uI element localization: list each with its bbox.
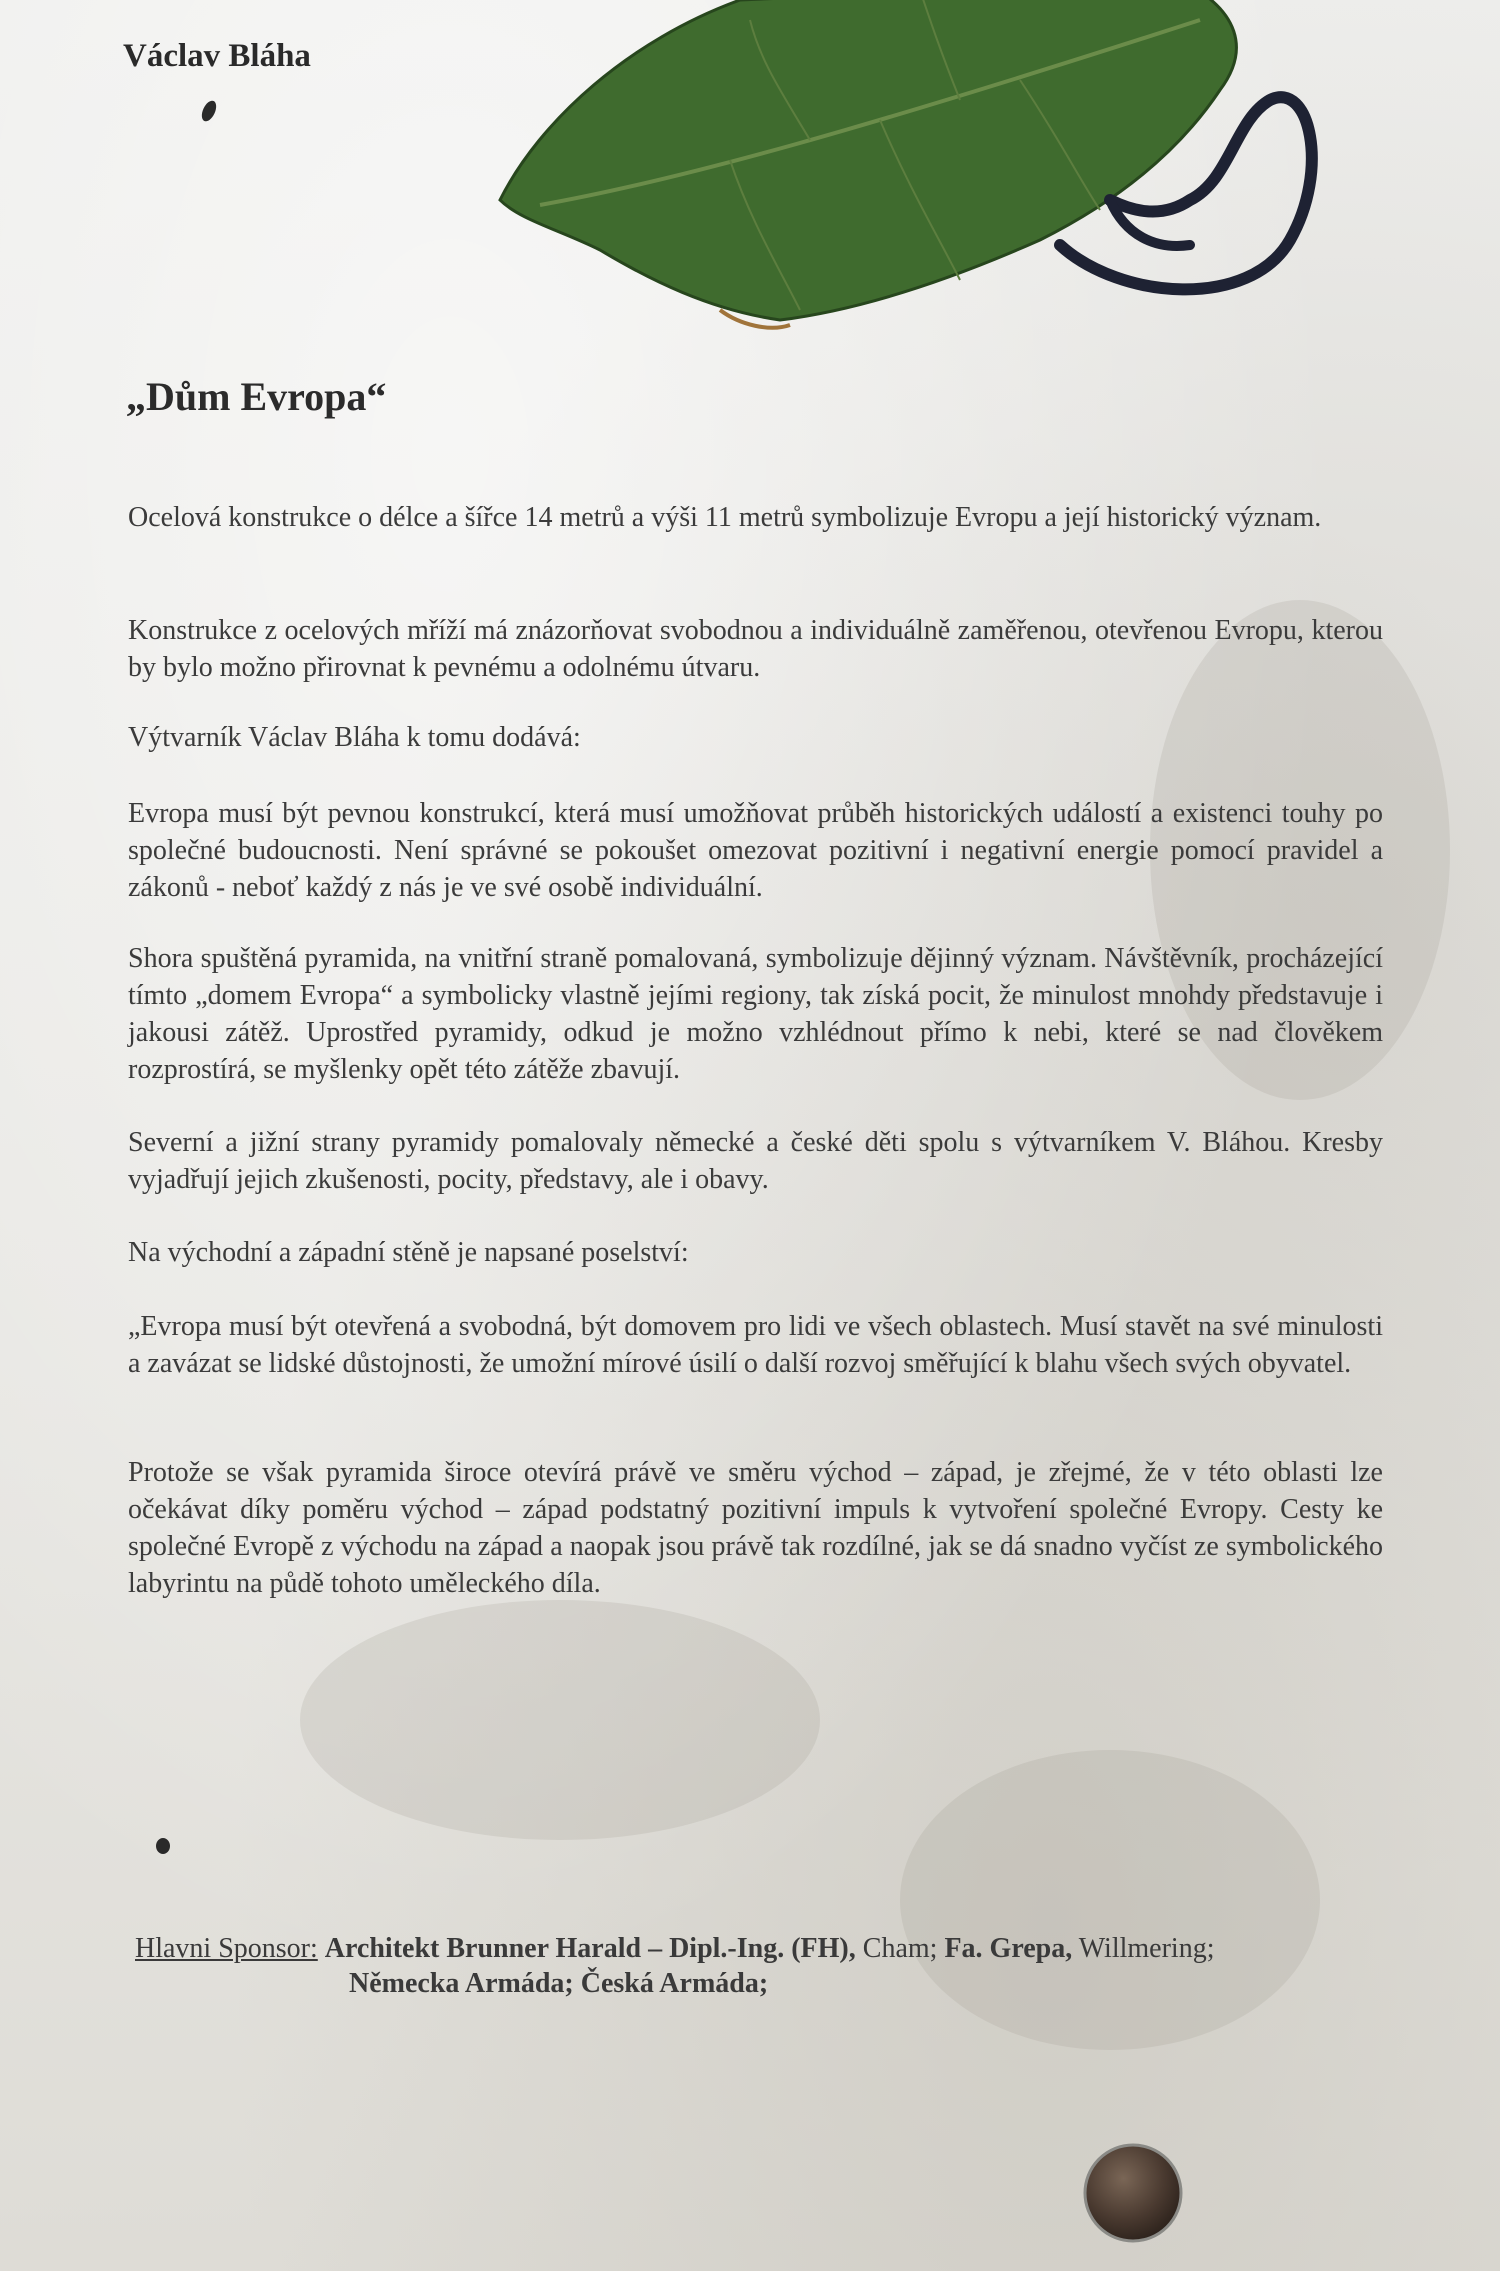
logo-icon	[1040, 70, 1340, 320]
dirt-speck	[199, 98, 219, 123]
sponsor-line	[135, 1933, 1214, 1965]
paragraph: Konstrukce z ocelových mříží má znázorňovat svobodnou a individuálně zaměřenou, otevřenou Evropu, kterou by bylo možno přirovnat k pevnému a odolnému útvaru.	[128, 615, 1383, 683]
screw-icon	[1082, 2142, 1184, 2244]
sponsor-line-2: Německa Armáda; Česká Armáda;	[349, 1968, 769, 1999]
paragraph: Shora spuštěná pyramida, na vnitřní straně pomalovaná, symbolizuje dějinný význam. Návštěvník, procházející tímto „domem Evropa“ a symbolicky vlastně jejími regiony, tak získá pocit, že minulost mnohdy představuje i jakousi zátěž. Uprostřed pyramidy, odkud je možno vzhlédnout přímo k nebi, které se nad člověkem rozprostírá, se myšlenky opět této zátěže zbavují.	[128, 943, 1383, 1085]
sign-title: „Dům Evropa“	[126, 374, 387, 419]
sponsor-place: Willmering;	[1072, 1933, 1215, 1964]
paragraph: Protože se však pyramida široce otevírá právě ve směru východ – západ, je zřejmé, že v této oblasti lze očekávat díky poměru východ – západ podstatný pozitivní impuls k vytvoření společné Evropy. Cesty ke společné Evropě z východu na západ a naopak jsou právě tak rozdílné, jak se dá snadno vyčíst ze symbolického labyrintu na půdě tohoto uměleckého díla.	[128, 1457, 1383, 1599]
author-name: Václav Bláha	[123, 38, 311, 74]
dirt-speck	[156, 1838, 170, 1854]
sponsor-place: Cham;	[855, 1933, 945, 1964]
dirt-stain	[300, 1600, 820, 1840]
paragraph: Ocelová konstrukce o délce a šířce 14 metrů a výši 11 metrů symbolizuje Evropu a její historický význam.	[128, 502, 1322, 533]
sponsor-label: Hlavni Sponsor:	[135, 1933, 318, 1964]
paragraph: Na východní a západní stěně je napsané poselství:	[128, 1237, 689, 1268]
dirt-stain	[900, 1750, 1320, 2050]
sponsor-name: Architekt Brunner Harald – Dipl.-Ing. (FH),	[324, 1933, 856, 1964]
paragraph: Evropa musí být pevnou konstrukcí, která musí umožňovat průběh historických událostí a existenci touhy po společné budoucnosti. Není správné se pokoušet omezovat pozitivní i negativní energie pomocí pravidel a zákonů - neboť každý z nás je ve své osobě individuální.	[128, 798, 1383, 903]
paragraph: Severní a jižní strany pyramidy pomalovaly německé a české děti spolu s výtvarníkem V. Bláhou. Kresby vyjadřují jejich zkušenosti, pocity, představy, ale i obavy.	[128, 1127, 1383, 1195]
paragraph: „Evropa musí být otevřená a svobodná, být domovem pro lidi ve všech oblastech. Musí stavět na své minulosti a zavázat se lidské důstojnosti, že umožní mírové úsilí o další rozvoj směřující k blahu všech svých obyvatel.	[128, 1311, 1383, 1379]
sponsor-name: Fa. Grepa,	[944, 1933, 1073, 1964]
paragraph: Výtvarník Václav Bláha k tomu dodává:	[128, 722, 581, 753]
